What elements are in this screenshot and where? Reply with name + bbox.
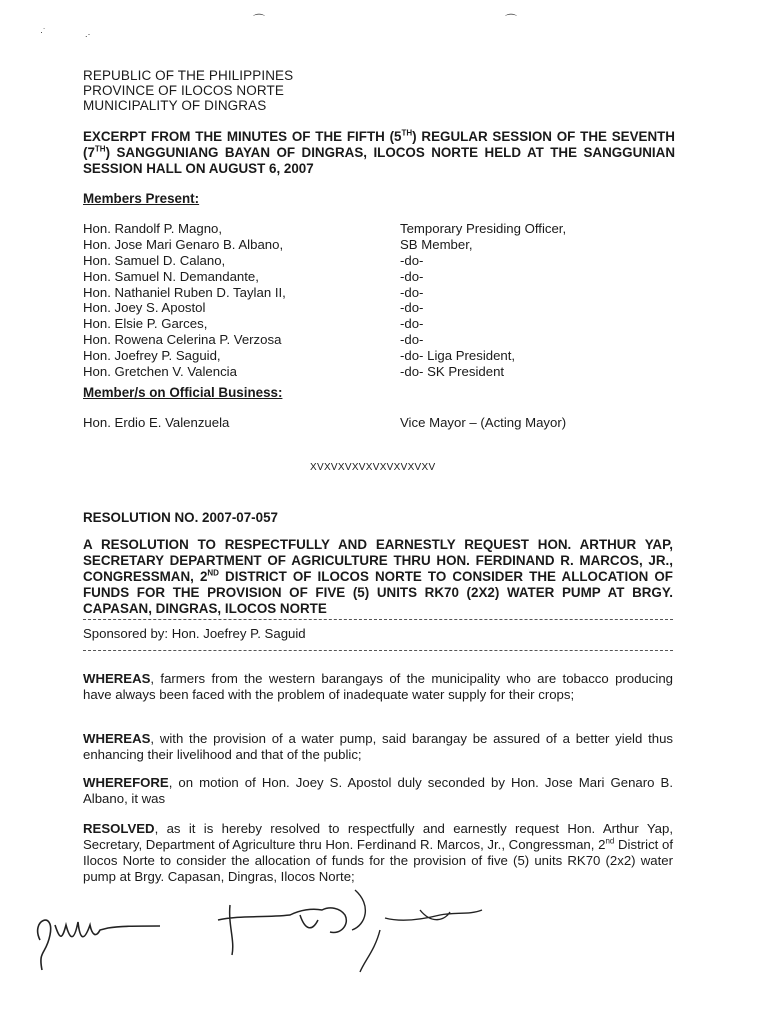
member-role: -do- SK President: [400, 364, 505, 380]
member-row: [83, 285, 683, 301]
member-row: [83, 237, 683, 253]
scan-artifact-mark: ⌒: [253, 13, 266, 27]
dashed-divider: [83, 650, 673, 651]
whereas-text: , with the provision of a water pump, said barangay be assured of a better yield thus enhancing their livelihood and that of the public;: [83, 731, 673, 762]
header-republic: REPUBLIC OF THE PHILIPPINES: [83, 68, 294, 83]
whereas-paragraph-2: [83, 731, 673, 763]
sponsor-line: Sponsored by: Hon. Joefrey P. Saguid: [83, 626, 306, 641]
member-role: -do-: [400, 300, 424, 316]
resolved-ordinal: nd: [605, 836, 615, 846]
excerpt-text: ) REGULAR SESSION OF THE SEVENTH (7: [83, 129, 675, 160]
separator-marks: XVXVXVXVXVXVXVXVXV: [310, 462, 436, 473]
member-role: -do-: [400, 316, 424, 332]
header-municipality: MUNICIPALITY OF DINGRAS: [83, 98, 267, 113]
document-header: [83, 68, 293, 113]
dashed-divider: [83, 619, 673, 620]
scan-artifact-mark: ·˙: [40, 27, 46, 37]
official-business-role: Vice Mayor – (Acting Mayor): [400, 415, 567, 430]
handwritten-signature: [218, 905, 346, 955]
whereas-label: WHEREAS: [83, 671, 151, 686]
official-business-row: [83, 415, 566, 430]
excerpt-ordinal: TH: [94, 144, 106, 154]
member-row: [83, 364, 683, 380]
member-name: Hon. Rowena Celerina P. Verzosa: [83, 332, 282, 348]
member-name: Hon. Joey S. Apostol: [83, 300, 206, 316]
member-name: Hon. Nathaniel Ruben D. Taylan II,: [83, 284, 286, 300]
member-name: Hon. Jose Mari Genaro B. Albano,: [83, 236, 284, 252]
whereas-paragraph-1: [83, 671, 673, 703]
handwritten-signature: [352, 890, 482, 972]
member-name: Hon. Samuel N. Demandante,: [83, 268, 259, 284]
member-name: Hon. Elsie P. Garces,: [83, 316, 208, 332]
excerpt-ordinal: TH: [401, 128, 413, 138]
whereas-label: WHEREAS: [83, 731, 151, 746]
wherefore-text: , on motion of Hon. Joey S. Apostol duly seconded by Hon. Jose Mari Genaro B. Albano, it was: [83, 775, 673, 806]
member-name: Hon. Randolf P. Magno,: [83, 221, 223, 236]
member-role: -do-: [400, 268, 424, 284]
member-row: [83, 300, 683, 316]
members-list: [83, 221, 683, 380]
member-name: Hon. Gretchen V. Valencia: [83, 364, 237, 380]
handwritten-signature: [38, 920, 160, 970]
signatures-area: [0, 880, 768, 1000]
header-province: PROVINCE OF ILOCOS NORTE: [83, 83, 284, 98]
wherefore-paragraph: [83, 775, 673, 807]
member-row: [83, 253, 683, 269]
wherefore-label: WHEREFORE: [83, 775, 169, 790]
resolved-paragraph: [83, 821, 673, 885]
member-name: Hon. Joefrey P. Saguid,: [83, 348, 221, 364]
official-business-name: Hon. Erdio E. Valenzuela: [83, 415, 230, 430]
excerpt-title: [83, 129, 675, 177]
member-role: SB Member,: [400, 236, 473, 252]
resolved-text: District of Ilocos Norte to consider the allocation of funds for the provision of five (5) units RK70 (2x2) water pump at Brgy. Capasan, Dingras, Ilocos Norte;: [83, 837, 673, 884]
member-role: Temporary Presiding Officer,: [400, 221, 567, 236]
excerpt-text: EXCERPT FROM THE MINUTES OF THE FIFTH (5: [83, 129, 402, 144]
member-role: -do- Liga President,: [400, 348, 516, 364]
members-present-heading: Members Present:: [83, 191, 200, 206]
member-row: [83, 221, 683, 237]
resolved-label: RESOLVED: [83, 821, 155, 836]
resolution-title-ordinal: ND: [207, 568, 219, 578]
member-row: [83, 316, 683, 332]
member-role: -do-: [400, 252, 424, 268]
resolution-title-text: A RESOLUTION TO RESPECTFULLY AND EARNESTLY REQUEST HON. ARTHUR YAP, SECRETARY DEPARTMENT OF AGRICULTURE THRU HON. FERDINAND R. MARCOS, JR., CONGRESSMAN, 2: [83, 537, 673, 584]
excerpt-text: ) SANGGUNIANG BAYAN OF DINGRAS, ILOCOS NORTE HELD AT THE SANGGUNIAN SESSION HALL ON AUGUST 6, 2007: [83, 145, 675, 176]
member-role: -do-: [400, 332, 424, 348]
resolved-text: , as it is hereby resolved to respectfully and earnestly request Hon. Arthur Yap, Secretary, Department of Agriculture thru Hon. Ferdinand R. Marcos, Jr., Congressman, 2: [83, 821, 673, 852]
resolution-title: [83, 537, 673, 617]
member-row: [83, 269, 683, 285]
member-name: Hon. Samuel D. Calano,: [83, 252, 226, 268]
member-row: [83, 332, 683, 348]
scan-artifact-mark: .·: [85, 29, 91, 39]
whereas-text: , farmers from the western barangays of the municipality who are tobacco producing have always been faced with the problem of inadequate water supply for their crops;: [83, 671, 673, 702]
official-business-heading: Member/s on Official Business:: [83, 385, 283, 400]
member-role: -do-: [400, 284, 424, 300]
resolution-title-text: DISTRICT OF ILOCOS NORTE TO CONSIDER THE ALLOCATION OF FUNDS FOR THE PROVISION OF FIVE (5) UNITS RK70 (2X2) WATER PUMP AT BRGY. CAPASAN, DINGRAS, ILOCOS NORTE: [83, 569, 673, 616]
member-row: [83, 348, 683, 364]
resolution-number: RESOLUTION NO. 2007-07-057: [83, 510, 278, 525]
scan-artifact-mark: ⌒: [505, 13, 518, 27]
